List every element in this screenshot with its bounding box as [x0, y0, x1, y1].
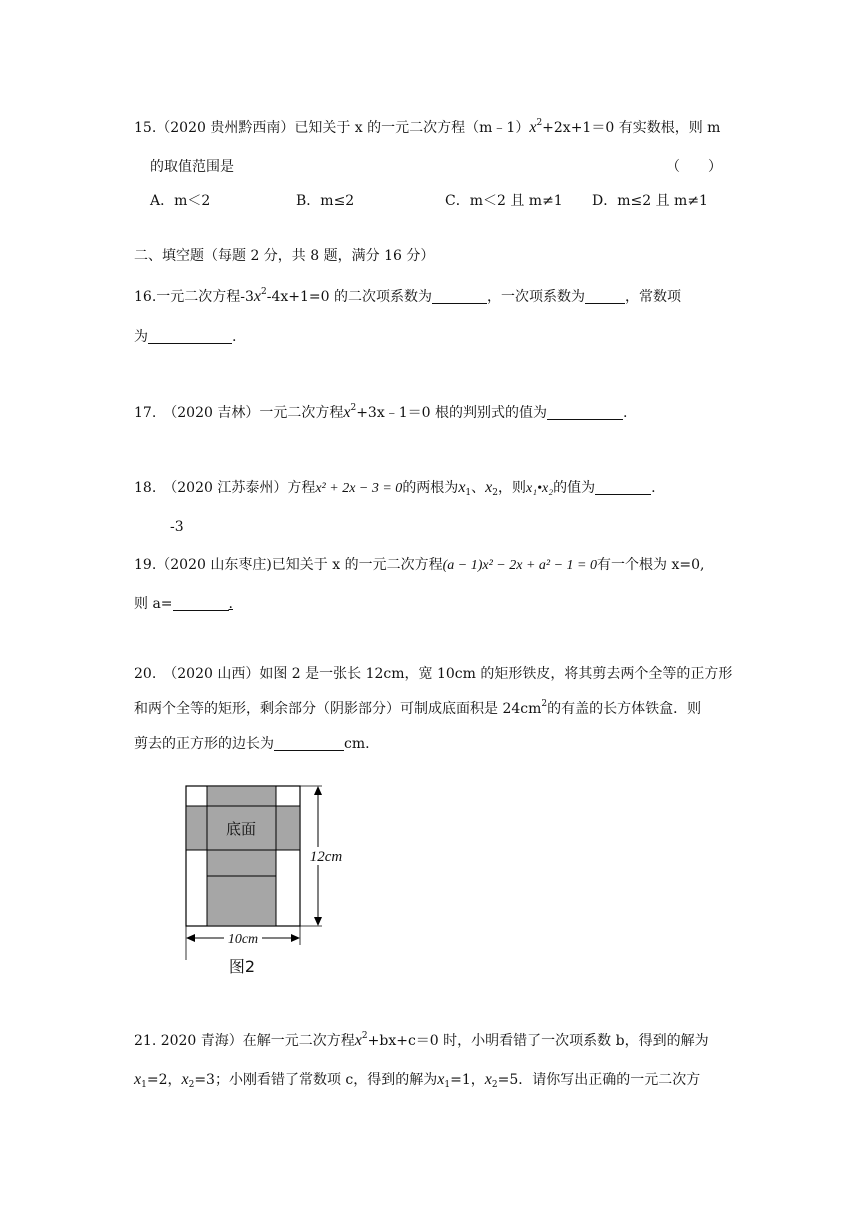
- q15-line1: [134, 118, 720, 138]
- figure-caption: 图2: [228, 957, 256, 976]
- q16-text-mid3: ，常数项: [625, 289, 682, 305]
- q21-x2-b: x: [484, 1071, 492, 1088]
- q17-var: x: [343, 404, 351, 421]
- height-arrow-up-icon: [314, 786, 322, 795]
- q17-text-pre: 17. （2020 吉林）一元二次方程: [134, 405, 344, 421]
- q21-text-c: =1，: [450, 1072, 485, 1088]
- base-label: 底面: [225, 820, 257, 838]
- q19-line1: [134, 555, 704, 576]
- q15-exp: 2: [536, 118, 543, 128]
- q15-answer-paren: （ ）: [666, 159, 722, 175]
- q15-text-pre: 15.（2020 贵州黔西南）已知关于 x 的一元二次方程（m﹣1）: [134, 120, 530, 136]
- q21-text-d: =5．请你写出正确的一元二次方: [497, 1072, 701, 1088]
- q16-var: x: [253, 288, 262, 305]
- q16-line2: [134, 327, 236, 347]
- q21-sub1-a: 1: [141, 1080, 147, 1090]
- q20-text-line2-pre: 和两个全等的矩形，剩余部分（阴影部分）可制成底面积是 24cm: [134, 701, 542, 717]
- q21-line1: [134, 1031, 709, 1051]
- height-label: 12cm: [309, 849, 343, 865]
- height-arrow-down-icon: [314, 917, 322, 926]
- q15-var: x: [529, 119, 537, 136]
- q21-line2: [134, 1070, 700, 1090]
- q20-line2: [134, 699, 701, 719]
- q20-text-line2-post: 的有盖的长方体铁盒．则: [547, 701, 702, 717]
- q18-equation: x² + 2x − 3 = 0: [315, 481, 403, 496]
- q18-text-post: 的值为: [553, 480, 596, 496]
- q18-x2-sub: 2: [492, 488, 498, 498]
- q17-text-post: +3x﹣1＝0 根的判别式的值为: [356, 405, 547, 421]
- lid-panel: [207, 786, 276, 806]
- q15-option-b: B．m≤2: [296, 193, 355, 209]
- figure-2-diagram: [180, 780, 350, 980]
- q18-text-mid1: 的两根为: [402, 480, 459, 496]
- section-title: 二、填空题（每题 2 分，共 8 题，满分 16 分）: [134, 248, 435, 264]
- q19-text-post: 有一个根为 x=0,: [597, 557, 705, 573]
- q18-x1: x: [458, 479, 466, 496]
- q21-x1-b: x: [437, 1071, 445, 1088]
- q20-line3: [134, 734, 370, 754]
- q16-text-mid2: ，一次项系数为: [487, 289, 586, 305]
- q19-text-pre: 19.（2020 山东枣庄)已知关于 x 的一元二次方程: [134, 557, 443, 573]
- q19-period: .: [228, 596, 233, 612]
- width-arrow-left-icon: [186, 934, 195, 942]
- q16-text-mid1: -4x+1=0 的二次项系数为: [266, 289, 433, 305]
- q16-blank-3[interactable]: [148, 328, 232, 344]
- q21-text-b: =3；小刚看错了常数项 c，得到的解为: [194, 1072, 438, 1088]
- q18-x2: x: [485, 479, 493, 496]
- q21-var: x: [354, 1032, 362, 1049]
- q21-text-a: =2，: [146, 1072, 182, 1088]
- side-panel: [207, 850, 276, 926]
- q20-exp: 2: [541, 699, 548, 709]
- q19-text-line2: 则 a=: [134, 596, 173, 612]
- q18-sep: 、: [471, 480, 486, 496]
- q18-blank[interactable]: [595, 479, 651, 495]
- width-label: 10cm: [227, 932, 259, 947]
- q15-option-d: D．m≤2 且 m≠1: [592, 193, 708, 209]
- q18-x1-sub: 1: [465, 488, 472, 498]
- q16-blank-2[interactable]: [585, 288, 625, 304]
- q19-line2: [134, 594, 233, 614]
- q17-blank[interactable]: [547, 404, 623, 420]
- q15-option-a: A．m＜2: [150, 193, 211, 209]
- q21-x2-a: x: [181, 1071, 189, 1088]
- q17-line: [134, 403, 627, 423]
- q19-equation: (a − 1)x² − 2x + a² − 1 = 0: [442, 558, 597, 573]
- q15-text-post: +2x+1＝0 有实数根，则 m: [542, 120, 721, 136]
- q21-text-post: +bx+c＝0 时，小明看错了一次项系数 b，得到的解为: [367, 1033, 709, 1049]
- q15-option-c: C．m＜2 且 m≠1: [445, 193, 563, 209]
- q16-text-pre: 16.一元二次方程-3: [134, 289, 254, 305]
- q21-sub2-a: 2: [188, 1080, 195, 1090]
- q21-x1-a: x: [134, 1071, 142, 1088]
- q20-text-line3: 剪去的正方形的边长为: [134, 736, 274, 752]
- q18-period: .: [651, 480, 656, 496]
- q18-text-pre: 18. （2020 江苏泰州）方程: [134, 480, 316, 496]
- q16-line1: [134, 287, 681, 307]
- q19-blank[interactable]: [173, 595, 229, 611]
- q16-text-line2: 为: [134, 329, 148, 345]
- q21-text-pre: 21. 2020 青海）在解一元二次方程: [134, 1033, 355, 1049]
- q16-exp: 2: [261, 287, 267, 297]
- q15-line2: 的取值范围是: [150, 159, 234, 175]
- q17-exp: 2: [350, 403, 357, 413]
- q21-sub1-b: 1: [444, 1080, 451, 1090]
- q18-answer: -3: [170, 519, 184, 535]
- q21-sub2-b: 2: [491, 1080, 498, 1090]
- q18-line: [134, 478, 656, 499]
- q18-text-mid2: ，则: [498, 480, 526, 496]
- q16-period: .: [232, 329, 237, 345]
- q21-exp: 2: [361, 1031, 368, 1041]
- q18-product: x₁•x₂: [526, 481, 554, 496]
- q17-period: .: [623, 405, 628, 421]
- q20-line1: 20. （2020 山西）如图 2 是一张长 12cm，宽 10cm 的矩形铁皮，将其剪去两个全等的正方形: [134, 666, 733, 682]
- q20-blank[interactable]: [274, 735, 344, 751]
- q20-unit: cm.: [344, 736, 370, 752]
- width-arrow-right-icon: [291, 934, 300, 942]
- q16-blank-1[interactable]: [432, 288, 487, 304]
